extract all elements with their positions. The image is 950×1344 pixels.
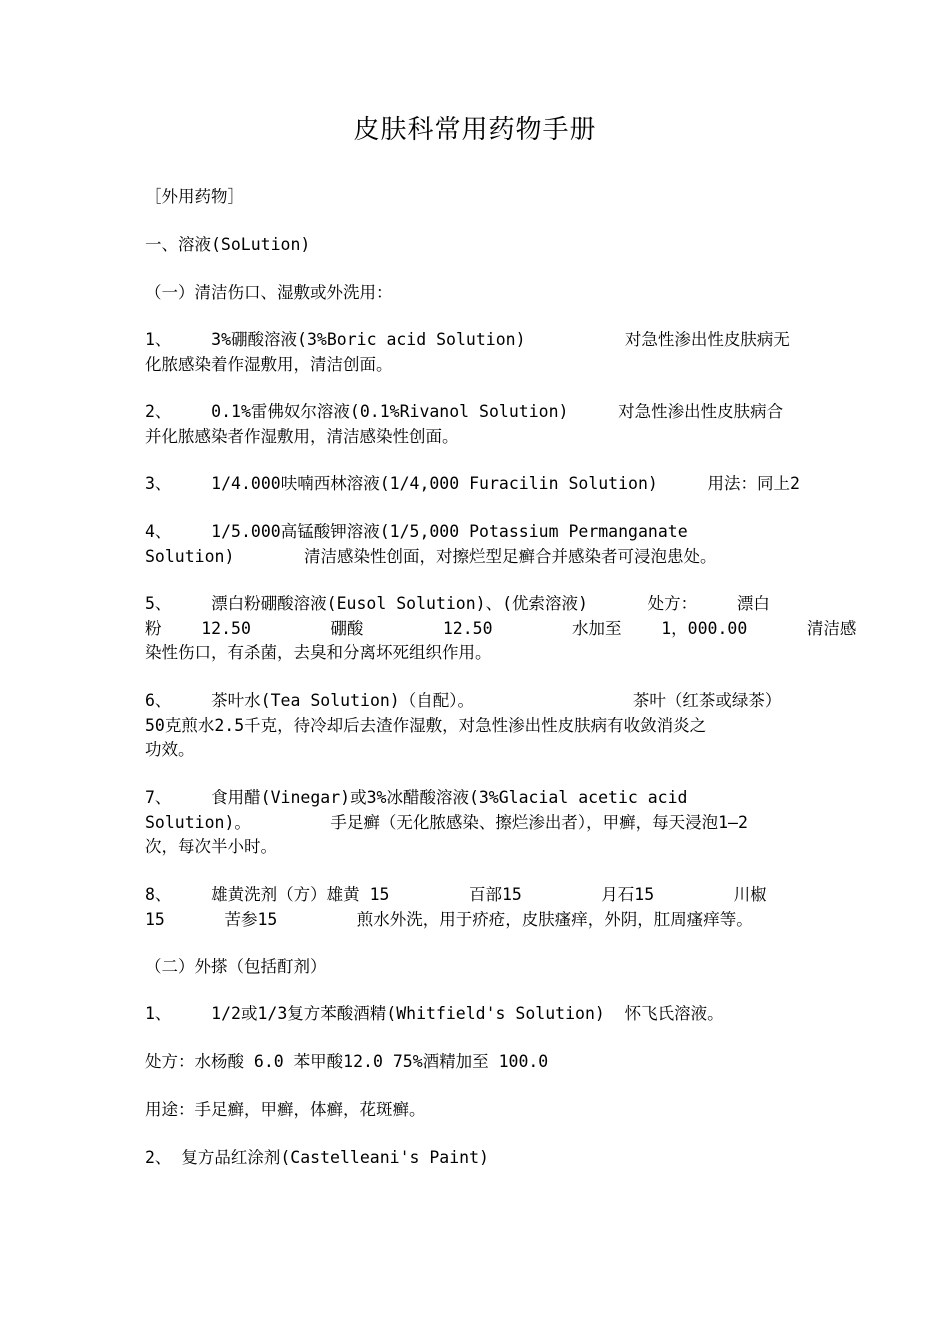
list-item-line: Solution)。 手足癣（无化脓感染、擦烂渗出者），甲癣，每天浸泡1—2 [145,812,748,832]
list-item-line: 2、 0.1%雷佛奴尔溶液(0.1%Rivanol Solution) 对急性渗出性皮肤病合 [145,402,784,421]
list-item-rivanol [145,400,810,449]
list-item-tea [145,689,810,763]
list-item-line: Solution) 清洁感染性创面，对擦烂型足癣合并感染者可浸泡患处。 [145,546,717,566]
list-item-castellani: 2、 复方品红涂剂(Castelleani's Paint) [145,1148,489,1167]
list-item-vinegar [145,786,810,860]
list-item-line: 4、 1/5.000高锰酸钾溶液(1/5,000 Potassium Permanganate [145,522,688,541]
list-item-boric-acid [145,328,810,377]
group-heading-cleaning: （一）清洁伤口、湿敷或外洗用： [145,283,393,302]
usage-line: 用途：手足癣，甲癣，体癣，花斑癣。 [145,1100,426,1119]
page-title: 皮肤科常用药物手册 [353,115,597,145]
list-item-line: 6、 茶叶水(Tea Solution)（自配）。 茶叶（红茶或绿茶） [145,691,782,710]
prescription-line: 处方：水杨酸 6.0 苯甲酸12.0 75%酒精加至 100.0 [145,1052,549,1071]
list-item-realgar [145,883,810,932]
list-item-line: 1、 1/2或1/3复方苯酸酒精(Whitfield's Solution) 怀飞氏溶液。 [145,1004,724,1023]
list-item-furacilin [145,472,810,497]
list-item-line: 8、 雄黄洗剂（方）雄黄 15 百部15 月石15 川椒 [145,885,767,904]
list-item-line: 3、 1/4.000呋喃西林溶液(1/4,000 Furacilin Solution) 用法：同上2 [145,474,800,493]
list-item-line: 15 苦参15 煎水外洗，用于疥疮，皮肤瘙痒，外阴，肛周瘙痒等。 [145,909,753,929]
list-item-line: 50克煎水2.5千克，待冷却后去渣作湿敷，对急性渗出性皮肤病有收敛消炎之 [145,715,707,735]
list-item-line: 7、 食用醋(Vinegar)或3%冰醋酸溶液(3%Glacial acetic acid [145,788,688,807]
list-item-line: 5、 漂白粉硼酸溶液(Eusol Solution)、(优索溶液) 处方： 漂白 [145,594,770,613]
list-item-eusol [145,592,857,666]
list-item-line: 并化脓感染者作湿敷用，清洁感染性创面。 [145,426,459,446]
list-item-line: 化脓感染着作湿敷用，清洁创面。 [145,354,393,374]
group-heading-topical: （二）外搽（包括酊剂） [145,957,327,976]
list-item-whitfield [145,1002,810,1027]
list-item-line: 1、 3%硼酸溶液(3%Boric acid Solution) 对急性渗出性皮肤病无 [145,330,790,349]
list-item-line: 次，每次半小时。 [145,837,277,856]
list-item-permanganate [145,520,810,569]
subsection-heading: 一、溶液(SoLution) [145,235,311,254]
list-item-line: 粉 12.50 硼酸 12.50 水加至 1，000.00 清洁感 [145,618,857,638]
section-heading: ［外用药物］ [145,187,244,206]
list-item-line: 功效。 [145,740,195,759]
list-item-line: 染性伤口，有杀菌，去臭和分离坏死组织作用。 [145,643,492,662]
